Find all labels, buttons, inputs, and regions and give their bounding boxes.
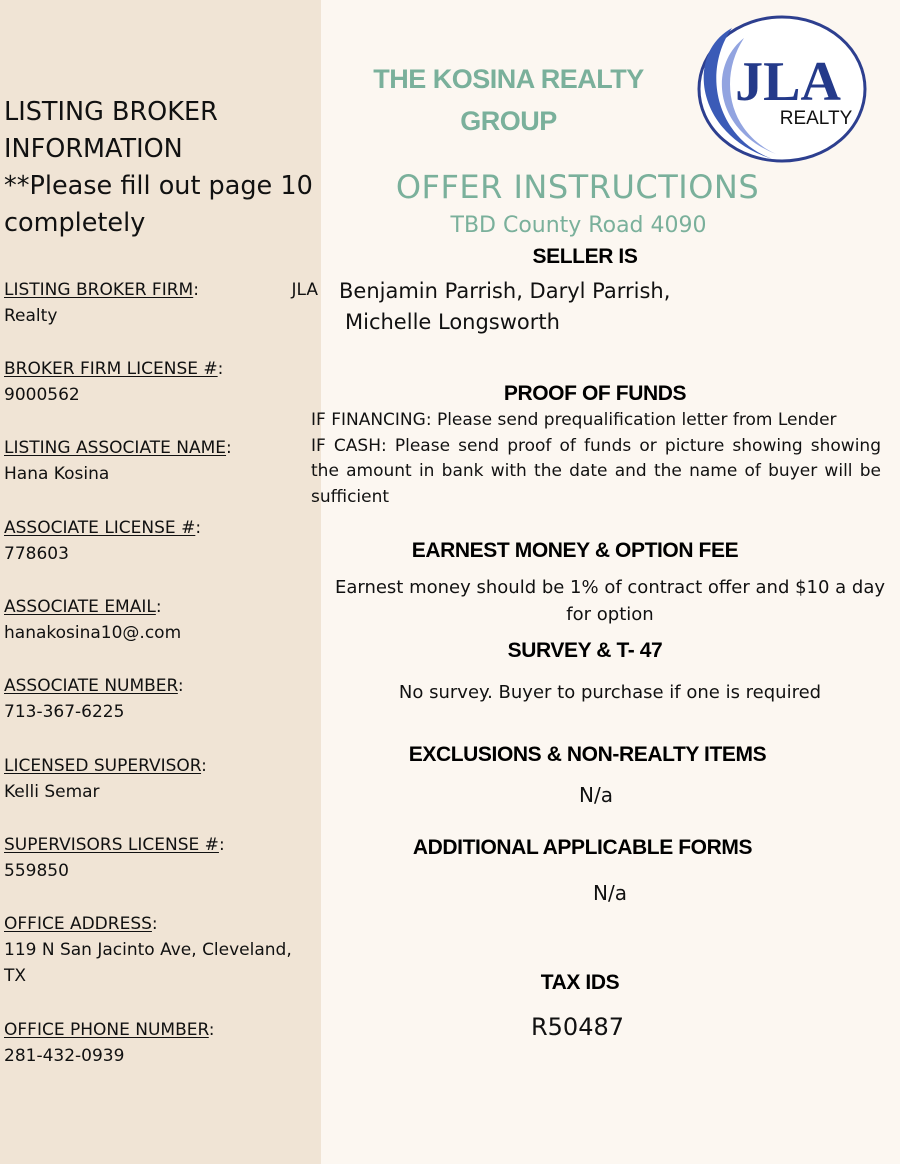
survey-heading: SURVEY & T- 47	[507, 639, 663, 662]
jla-realty-logo	[692, 14, 868, 164]
associate-email-value: hanakosina10@.com	[4, 623, 182, 643]
offer-instructions-title: OFFER INSTRUCTIONS	[395, 168, 760, 206]
supervisor-value: Kelli Semar	[4, 782, 100, 802]
tax-id-value: R50487	[530, 1013, 625, 1041]
tax-ids-heading: TAX IDS	[540, 971, 620, 994]
exclusions-text: N/a	[579, 783, 613, 807]
financing-text: IF FINANCING: Please send prequalification letter from Lender	[311, 410, 837, 430]
proof-of-funds-heading: PROOF OF FUNDS	[503, 382, 687, 405]
proof-of-funds-text	[311, 408, 881, 510]
field-broker-license: BROKER FIRM LICENSE #: 9000562	[4, 356, 318, 408]
logo-word: REALTY	[779, 108, 853, 129]
associate-number-value: 713-367-6225	[4, 702, 125, 722]
earnest-money-text: Earnest money should be 1% of contract offer and $10 a day for option	[334, 577, 886, 625]
field-associate-name: LISTING ASSOCIATE NAME: Hana Kosina	[4, 435, 318, 487]
additional-forms-text: N/a	[593, 881, 627, 905]
exclusions-heading: EXCLUSIONS & NON-REALTY ITEMS	[408, 743, 767, 766]
logo-letters: JLA	[735, 51, 841, 113]
associate-name-value: Hana Kosina	[4, 464, 110, 484]
broker-firm-value-part1: JLA	[291, 280, 318, 300]
listing-broker-heading: LISTING BROKER INFORMATION **Please fill out page 10 completely	[4, 97, 313, 238]
associate-license-value: 778603	[4, 544, 69, 564]
field-associate-email: ASSOCIATE EMAIL: hanakosina10@.com	[4, 594, 318, 646]
broker-firm-label: LISTING BROKER FIRM	[4, 280, 194, 300]
office-address-line1: 119 N San Jacinto Ave, Cleveland,	[4, 940, 292, 960]
cash-text: IF CASH: Please send proof of funds or picture showing showing the amount in bank with the date and the name of buyer will be sufficient	[311, 435, 881, 507]
field-broker-firm: LISTING BROKER FIRM: JLA Realty	[4, 277, 318, 329]
broker-license-value: 9000562	[4, 385, 80, 405]
broker-firm-value-part2: Realty	[4, 306, 58, 326]
additional-forms-heading: ADDITIONAL APPLICABLE FORMS	[412, 836, 753, 859]
field-associate-number: ASSOCIATE NUMBER: 713-367-6225	[4, 673, 318, 725]
field-licensed-supervisor: LICENSED SUPERVISOR: Kelli Semar	[4, 753, 318, 805]
supervisor-license-value: 559850	[4, 861, 69, 881]
field-associate-license: ASSOCIATE LICENSE #: 778603	[4, 515, 318, 567]
seller-heading: SELLER IS	[532, 245, 638, 268]
survey-text: No survey. Buyer to purchase if one is required	[398, 682, 822, 703]
field-supervisor-license: SUPERVISORS LICENSE #: 559850	[4, 832, 318, 884]
seller-names: Benjamin Parrish, Daryl Parrish, Michelle Longsworth	[339, 279, 671, 334]
earnest-money-heading: EARNEST MONEY & OPTION FEE	[411, 539, 739, 562]
field-office-phone: OFFICE PHONE NUMBER: 281-432-0939	[4, 1017, 318, 1069]
property-address: TBD County Road 4090	[450, 213, 707, 238]
office-phone-value: 281-432-0939	[4, 1046, 125, 1066]
office-address-line2: TX	[4, 966, 27, 986]
brand-name: THE KOSINA REALTY GROUP	[373, 64, 644, 136]
field-office-address: OFFICE ADDRESS: 119 N San Jacinto Ave, Cleveland, TX	[4, 911, 318, 989]
